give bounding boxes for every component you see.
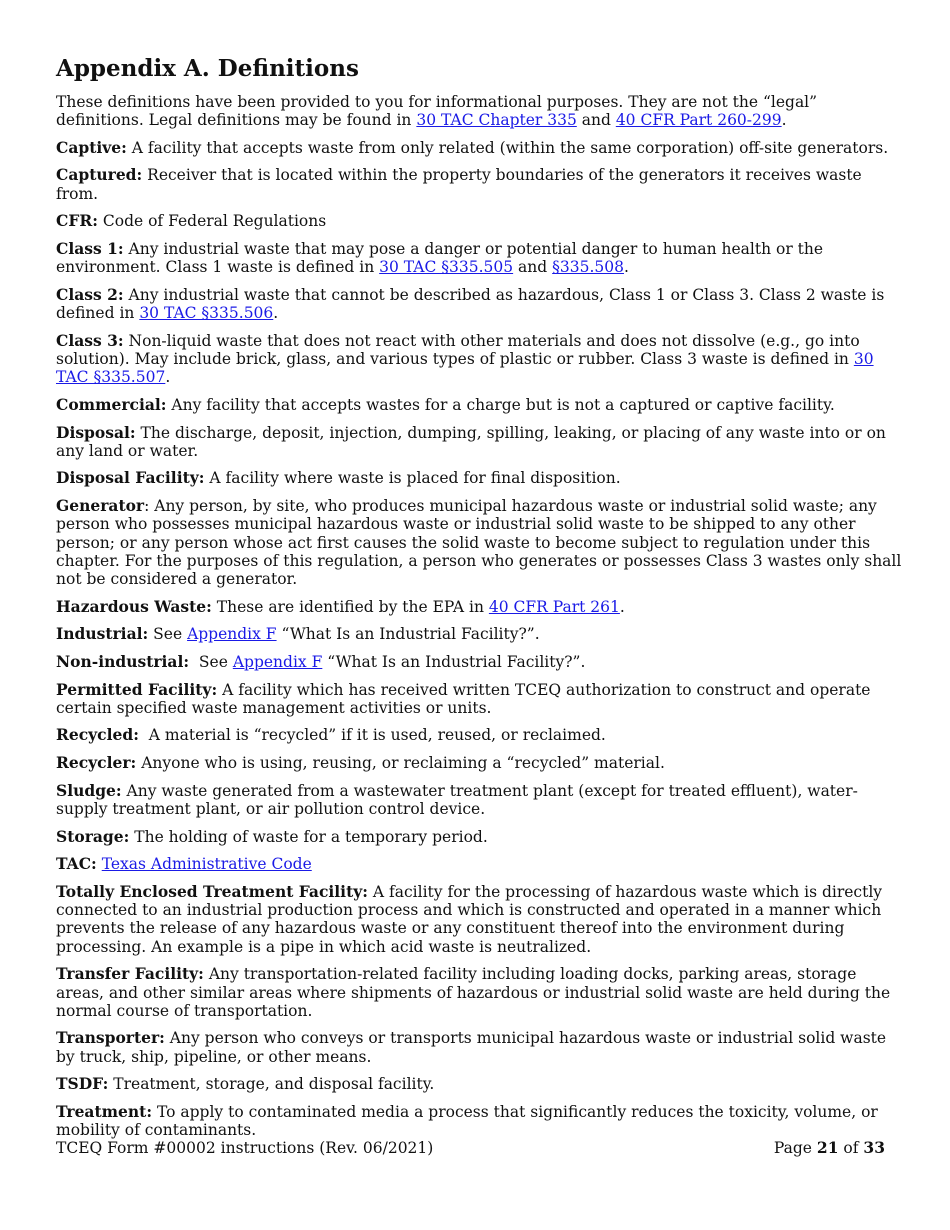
page-title: Appendix A. Definitions [56, 55, 359, 82]
term-label: Hazardous Waste: [56, 596, 212, 616]
link-30-tac-335-505[interactable]: 30 TAC §335.505 [379, 258, 514, 277]
page-footer [56, 1139, 885, 1157]
term-label: Non-industrial: [56, 651, 190, 671]
term-label: Treatment: [56, 1101, 153, 1121]
term-label: Industrial: [56, 624, 149, 644]
term-label: Captive: [56, 137, 127, 157]
term-label: Recycler: [56, 753, 137, 773]
def-text: A facility where waste is placed for final disposition. [204, 469, 621, 488]
link-30-tac-chapter-335[interactable]: 30 TAC Chapter 335 [416, 111, 577, 130]
term-label: TSDF: [56, 1074, 109, 1094]
term-label: Class 3: [56, 330, 124, 350]
def-end: . [623, 258, 629, 277]
def-text: Non-liquid waste that does not react with other materials and does not dissolve (e.g., go into solution). May include brick, glass, and various types of plastic or rubber. Class 3 waste is defined in [56, 331, 860, 369]
def-text: A material is “recycled” if it is used, reused, or reclaimed. [138, 726, 606, 745]
def-hazardous-waste [56, 598, 906, 616]
def-captive [56, 139, 906, 157]
def-text: A facility which has received written TCEQ authorization to construct and operate certain specified waste management activities or units. [56, 680, 871, 717]
link-appendix-f[interactable]: Appendix F [232, 652, 323, 671]
total-pages: 33 [863, 1138, 885, 1157]
term-label: Transporter: [56, 1028, 165, 1048]
def-permitted-facility [56, 681, 906, 718]
def-sludge [56, 782, 906, 819]
def-transfer-facility [56, 965, 906, 1020]
def-disposal-facility [56, 469, 906, 487]
term-label: CFR: [56, 211, 98, 231]
def-text: Any industrial waste that may pose a danger or potential danger to human health or the environment. Class 1 waste is defined in [56, 239, 824, 277]
term-label: Class 1: [56, 238, 124, 258]
def-disposal [56, 424, 906, 461]
term-label: TAC: [56, 854, 97, 874]
def-treatment [56, 1103, 906, 1140]
def-captured [56, 166, 906, 203]
def-end: “What Is an Industrial Facility?”. [322, 652, 586, 671]
page-label: Page [773, 1139, 817, 1157]
def-transporter [56, 1029, 906, 1066]
page-number [774, 1139, 885, 1157]
def-recycler [56, 754, 906, 772]
link-appendix-f[interactable]: Appendix F [187, 625, 277, 644]
def-text: See [148, 625, 188, 644]
term-label: Class 2: [56, 284, 124, 304]
term-label: Recycled: [56, 725, 139, 745]
form-revision: TCEQ Form #00002 instructions (Rev. 06/2021) [56, 1139, 434, 1157]
def-text: : Any person, by site, who produces municipal hazardous waste or industrial solid waste; any person who possesses municipal hazardous waste or industrial solid waste to be shipped to any other person; or any person whose act first causes the solid waste to become subject to regulation under this chapter. For the purposes of this regulation, a person who generates or possesses Class 3 wastes only shall not be considered a generator. [56, 497, 902, 589]
of-label: of [838, 1139, 864, 1157]
def-text: Any industrial waste that cannot be described as hazardous, Class 1 or Class 3. Class 2 waste is defined in [56, 285, 885, 323]
link-335-508[interactable]: §335.508 [552, 258, 624, 277]
def-end: . [619, 597, 625, 616]
intro-end: . [781, 111, 787, 130]
def-industrial [56, 625, 906, 643]
def-class-2 [56, 286, 906, 323]
term-label: Generator [56, 496, 145, 516]
link-30-tac-335-507[interactable]: 30 TAC §335.507 [56, 350, 874, 387]
def-text: Any waste generated from a wastewater treatment plant (except for treated effluent), water-supply treatment plant, or air pollution control device. [56, 781, 858, 818]
def-storage [56, 828, 906, 846]
term-label: Totally Enclosed Treatment Facility: [56, 881, 368, 901]
term-label: Disposal: [56, 422, 136, 442]
link-40-cfr-part-261[interactable]: 40 CFR Part 261 [488, 597, 620, 616]
def-text: Code of Federal Regulations [97, 212, 327, 231]
term-label: Commercial: [56, 394, 167, 414]
link-30-tac-335-506[interactable]: 30 TAC §335.506 [139, 304, 274, 323]
def-recycled [56, 726, 906, 744]
def-end: . [273, 304, 279, 323]
term-label: Transfer Facility: [56, 964, 204, 984]
term-label: Disposal Facility: [56, 468, 205, 488]
def-text: See [189, 652, 233, 671]
intro-text: These definitions have been provided to you for informational purposes. They are not the “legal” definitions. Legal definitions may be found in [56, 93, 818, 130]
page-content [56, 56, 906, 1149]
def-text: Treatment, storage, and disposal facility. [108, 1075, 435, 1094]
def-text: To apply to contaminated media a process that significantly reduces the toxicity, volume, or mobility of contaminants. [56, 1102, 878, 1140]
def-class-3 [56, 332, 906, 387]
def-text: Any person who conveys or transports municipal hazardous waste or industrial solid waste by truck, ship, pipeline, or other means. [56, 1029, 887, 1066]
def-commercial [56, 396, 906, 414]
intro-mid: and [576, 111, 616, 130]
def-end: “What Is an Industrial Facility?”. [276, 625, 540, 644]
link-40-cfr-part-260-299[interactable]: 40 CFR Part 260-299 [615, 111, 782, 130]
def-text: Any transportation-related facility including loading docks, parking areas, storage areas, and other similar areas where shipments of hazardous or industrial solid waste are held during the normal course of transportation. [56, 965, 891, 1020]
def-generator [56, 497, 906, 588]
def-text: A facility for the processing of hazardous waste which is directly connected to an industrial production process and which is constructed and operated in a manner which prevents the release of any hazardous waste or any constituent thereof into the environment during processing. An example is a pipe in which acid waste is neutralized. [56, 882, 883, 956]
def-text: The discharge, deposit, injection, dumping, spilling, leaking, or placing of any waste into or on any land or water. [56, 423, 886, 460]
def-text: These are identified by the EPA in [211, 597, 489, 616]
def-text: The holding of waste for a temporary period. [129, 827, 488, 846]
def-totally-enclosed-treatment-facility [56, 883, 906, 956]
def-tsdf [56, 1075, 906, 1093]
current-page: 21 [816, 1138, 839, 1157]
def-non-industrial [56, 653, 906, 671]
def-mid: and [513, 258, 553, 277]
term-label: Storage: [56, 826, 130, 846]
def-end: . [165, 368, 171, 387]
term-label: Permitted Facility: [56, 679, 218, 699]
intro-paragraph [56, 93, 906, 130]
link-texas-administrative-code[interactable]: Texas Administrative Code [101, 855, 312, 874]
def-class-1 [56, 240, 906, 277]
def-text: Anyone who is using, reusing, or reclaiming a “recycled” material. [136, 754, 665, 773]
def-text: Receiver that is located within the property boundaries of the generators it receives waste from. [56, 166, 862, 203]
def-text: A facility that accepts waste from only related (within the same corporation) off-site generators. [126, 138, 889, 157]
term-label: Captured: [56, 165, 143, 185]
term-label: Sludge: [56, 780, 122, 800]
def-tac [56, 855, 906, 873]
def-cfr [56, 212, 906, 230]
def-text: Any facility that accepts wastes for a charge but is not a captured or captive facility. [166, 395, 835, 414]
